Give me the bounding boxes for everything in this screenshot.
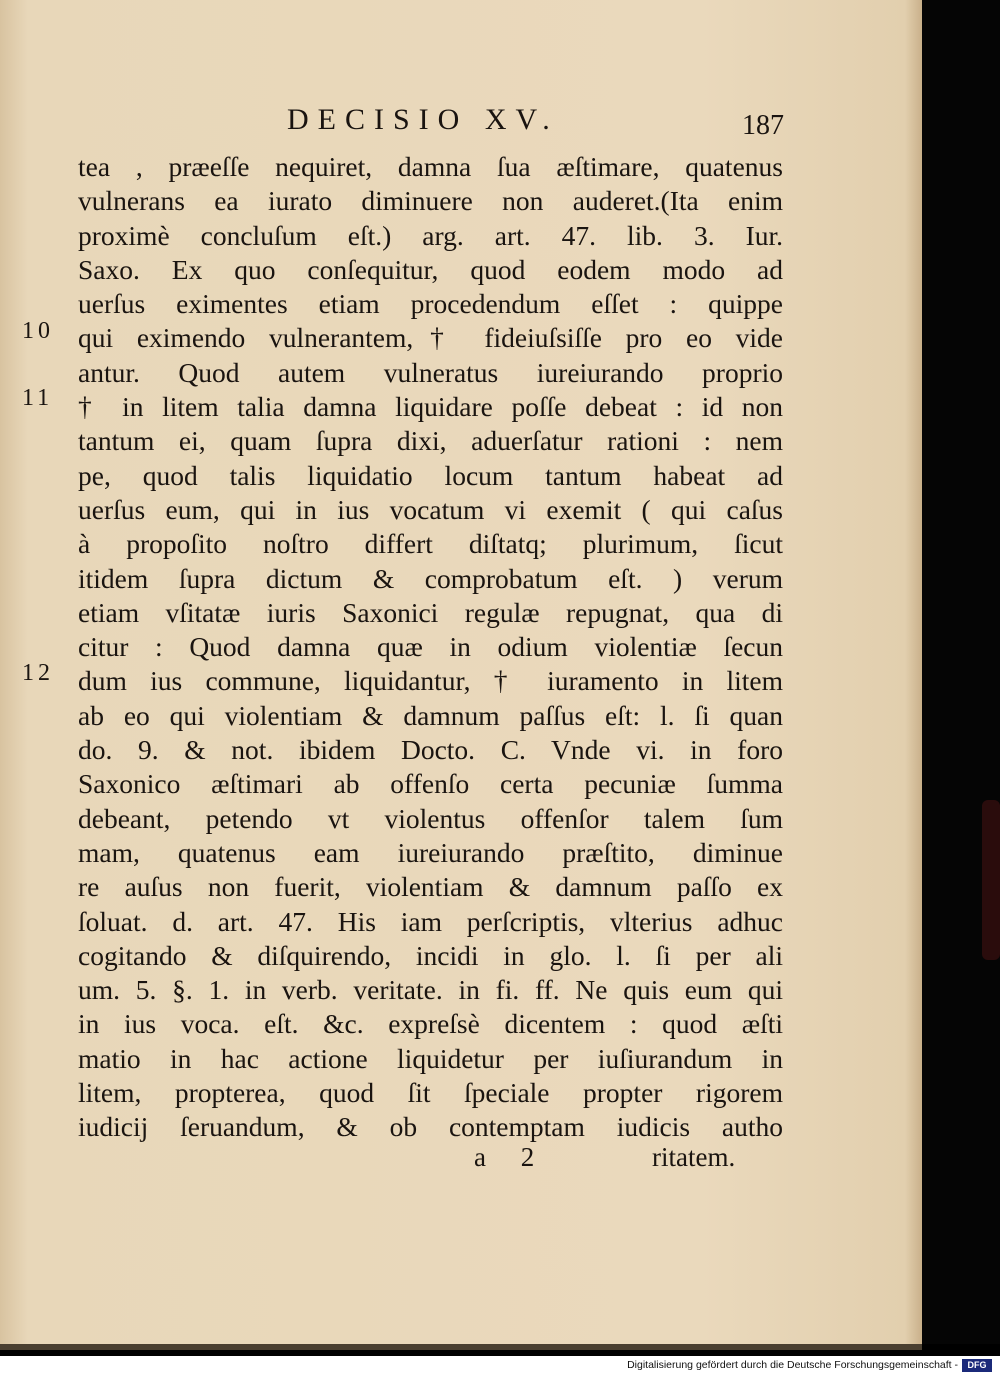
text-line: antur. Quod autem vulneratus iureiurando proprio [78,356,783,388]
text-line: iudicij ſeruandum, & ob contemptam iudicis autho [78,1111,783,1143]
catchword: ritatem. [652,1142,736,1172]
scan-background [922,0,1000,1344]
scan-artifact [982,800,1000,960]
margin-note-number: 10 [22,318,54,344]
text-line: matio in hac actione liquidetur per iuſiurandum in [78,1042,783,1074]
running-head: DECISIO XV. [287,103,559,136]
text-line: citur : Quod damna quæ in odium violentiæ ſecun [78,631,783,663]
text-line: à propoſito noſtro differt diſtatq; plurimum, ſicut [78,528,783,560]
dfg-logo-icon: DFG [962,1359,992,1372]
text-line: † in litem talia damna liquidare poſſe debeat : id non [78,391,783,423]
signature-mark: a 2 [474,1142,549,1172]
page-number: 187 [742,110,784,141]
text-line: pe, quod talis liquidatio locum tantum habeat ad [78,459,783,491]
text-line: debeant, petendo vt violentus offenſor talem ſum [78,802,783,834]
funding-credit: Digitalisierung gefördert durch die Deutsche Forschungsgemeinschaft - [627,1359,958,1371]
text-line: uerſus eum, qui in ius vocatum vi exemit ( qui caſus [78,493,783,525]
text-line: proximè concluſum eſt.) arg. art. 47. lib. 3. Iur. [78,219,783,251]
text-line: um. 5. §. 1. in verb. veritate. in fi. ff. Ne quis eum qui [78,974,783,1006]
text-line: tea , præeſſe nequiret, damna ſua æſtimare, quatenus [78,151,783,182]
text-line: do. 9. & not. ibidem Docto. C. Vnde vi. in foro [78,734,783,766]
text-line: ab eo qui violentiam & damnum paſſus eſt: l. ſi quan [78,699,783,731]
margin-note-number: 12 [22,660,54,686]
footer-bar [0,1356,1000,1376]
text-line: Saxo. Ex quo conſequitur, quod eodem modo ad [78,253,783,285]
text-line: qui eximendo vulnerantem,† fideiuſsiſſe pro eo vide [78,322,783,354]
text-line: litem, propterea, quod ſit ſpeciale propter rigorem [78,1077,783,1109]
text-line: etiam vſitatæ iuris Saxonici regulæ repugnat, qua di [78,596,783,628]
text-line: itidem ſupra dictum & comprobatum eſt. ) verum [78,562,783,594]
text-line: vulnerans ea iurato diminuere non auderet.(Ita enim [78,185,783,217]
text-line: re auſus non fuerit, violentiam & damnum paſſo ex [78,871,783,903]
text-line: dum ius commune, liquidantur, † iuramento in litem [78,665,783,697]
margin-note-number: 11 [22,385,54,411]
text-line: cogitando & diſquirendo, incidi in glo. l. ſi per ali [78,939,783,971]
text-line: ſoluat. d. art. 47. His iam perſcriptis, vlterius adhuc [78,905,783,937]
text-line: tantum ei, quam ſupra dixi, aduerſatur rationi : nem [78,425,783,457]
text-line: mam, quatenus eam iureiurando præſtito, diminue [78,836,783,868]
text-line: in ius voca. eſt. &c. expreſsè dicentem : quod æſti [78,1008,783,1040]
text-line: uerſus eximentes etiam procedendum eſſet : quippe [78,288,783,320]
body-text [78,150,783,1145]
text-line: Saxonico æſtimari ab offenſo certa pecuniæ ſumma [78,768,783,800]
